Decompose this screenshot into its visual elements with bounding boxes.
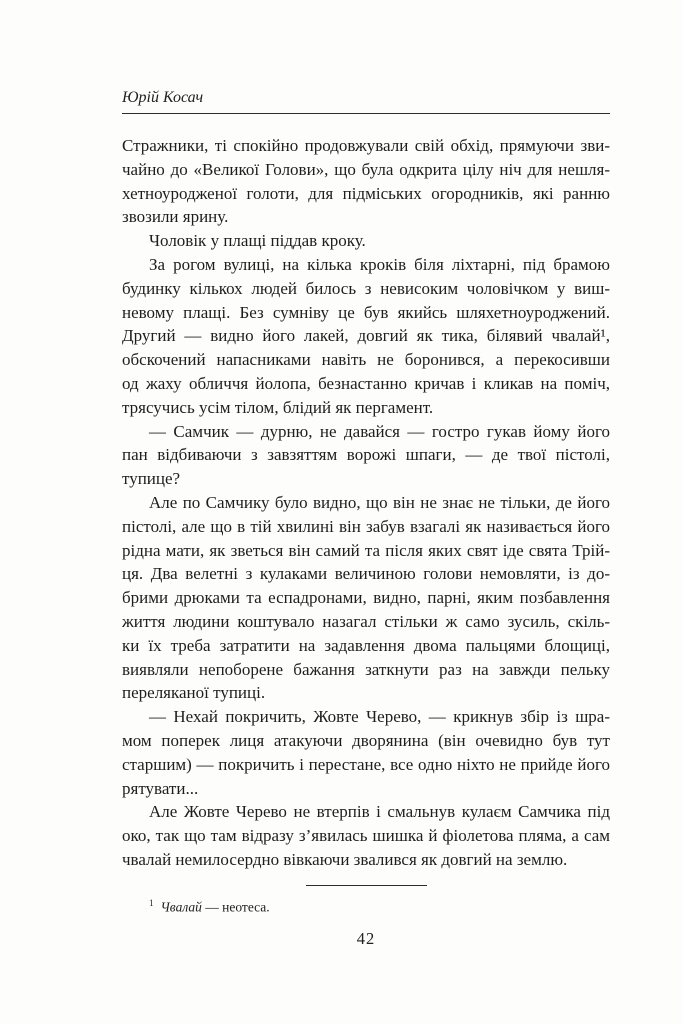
- footnote-definition: — неотеса.: [201, 899, 270, 915]
- page-number: 42: [356, 929, 376, 949]
- text-line: рятувати...: [122, 778, 199, 798]
- text-line: хетноуродженої голоти, для підміських огородників, які ранню: [122, 183, 610, 203]
- body-text: [122, 134, 610, 872]
- text-line: виявляли непоборене бажання заткнути раз на завжди пельку: [122, 659, 610, 679]
- footnote-rule: [306, 885, 427, 886]
- running-head-author: Юрій Косач: [122, 88, 610, 114]
- text-line: — Нехай покричить, Жовте Черево, — крикнув збір із шра-: [149, 707, 610, 727]
- text-line: Стражники, ті спокійно продовжували свій обхід, прямуючи зви-: [122, 136, 610, 155]
- text-line: Другий — видно його лакей, довгий як тика, білявий чвалай¹,: [122, 326, 610, 346]
- text-line: чвалай немилосердно вівкаючи звалився як довгий на землю.: [122, 849, 568, 869]
- text-column: [122, 88, 610, 949]
- text-line: око, так що там відразу з’явилась шишка й фіолетова пляма, а сам: [122, 826, 610, 846]
- text-line: — Самчик — дурню, не давайся — гостро гукав йому його: [149, 421, 610, 441]
- footnote: [122, 894, 610, 917]
- text-line: ця. Два велетні з кулаками величиною голови немовляти, із до-: [122, 564, 610, 584]
- text-line: старшим) — покричить і перестане, все одно ніхто не прийде його: [122, 754, 610, 774]
- paragraph: [122, 491, 610, 705]
- text-line: ки їх треба затратити на задавлення двома пальцями блощиці,: [122, 635, 610, 655]
- footnote-term: Чвалай: [160, 899, 202, 915]
- text-line: Але Жовте Черево не втерпів і смальнув кулаєм Самчика під: [149, 802, 610, 822]
- footnote-marker: 1: [149, 897, 154, 908]
- paragraph: [122, 134, 610, 229]
- text-line: переляканої тупиці.: [122, 683, 266, 703]
- text-line: брими дрюками та еспадронами, видно, парні, яким позбавлення: [122, 588, 610, 608]
- paragraph: [122, 705, 610, 800]
- text-line: од жаху обличчя йолопа, безнастанно кричав і кликав на поміч,: [122, 373, 610, 393]
- text-line: пан відбиваючи з завзяттям ворожі шпаги, — де твої пістолі,: [122, 445, 610, 465]
- text-line: пістолі, але що в тій хвилині він забув взагалі як називається його: [122, 516, 610, 536]
- text-line: життя людини коштувало назагал стільки ж само зусиль, скіль-: [122, 611, 610, 631]
- text-line: обскочений напасниками навіть не боронився, а перекосивши: [122, 350, 610, 370]
- text-line: рідна мати, як зветься він самий та після яких свят іде свята Трій-: [122, 540, 610, 560]
- text-line: Чоловік у плащі піддав кроку.: [149, 231, 366, 251]
- text-line: невому плащі. Без сумніву це був якийсь шляхетноуроджений.: [122, 302, 610, 322]
- text-line: трясучись усім тілом, блідий як пергамент.: [122, 397, 434, 417]
- text-line: мом поперек лиця атакуючи дворянина (він очевидно був тут: [122, 730, 610, 750]
- text-line: будинку кількох людей билось з невисоким чоловічком у виш-: [122, 278, 610, 298]
- paragraph: [122, 420, 610, 491]
- text-line: звозили ярину.: [122, 207, 229, 227]
- text-line: Але по Самчику було видно, що він не знає не тільки, де його: [149, 492, 610, 512]
- text-line: чайно до «Великої Голови», що була одкрита цілу ніч для нешля-: [122, 159, 610, 179]
- paragraph: [122, 800, 610, 871]
- text-line: тупице?: [122, 469, 181, 489]
- paragraph: [122, 253, 610, 420]
- paragraph: [122, 229, 610, 253]
- text-line: За рогом вулиці, на кілька кроків біля ліхтарні, під брамою: [149, 254, 610, 274]
